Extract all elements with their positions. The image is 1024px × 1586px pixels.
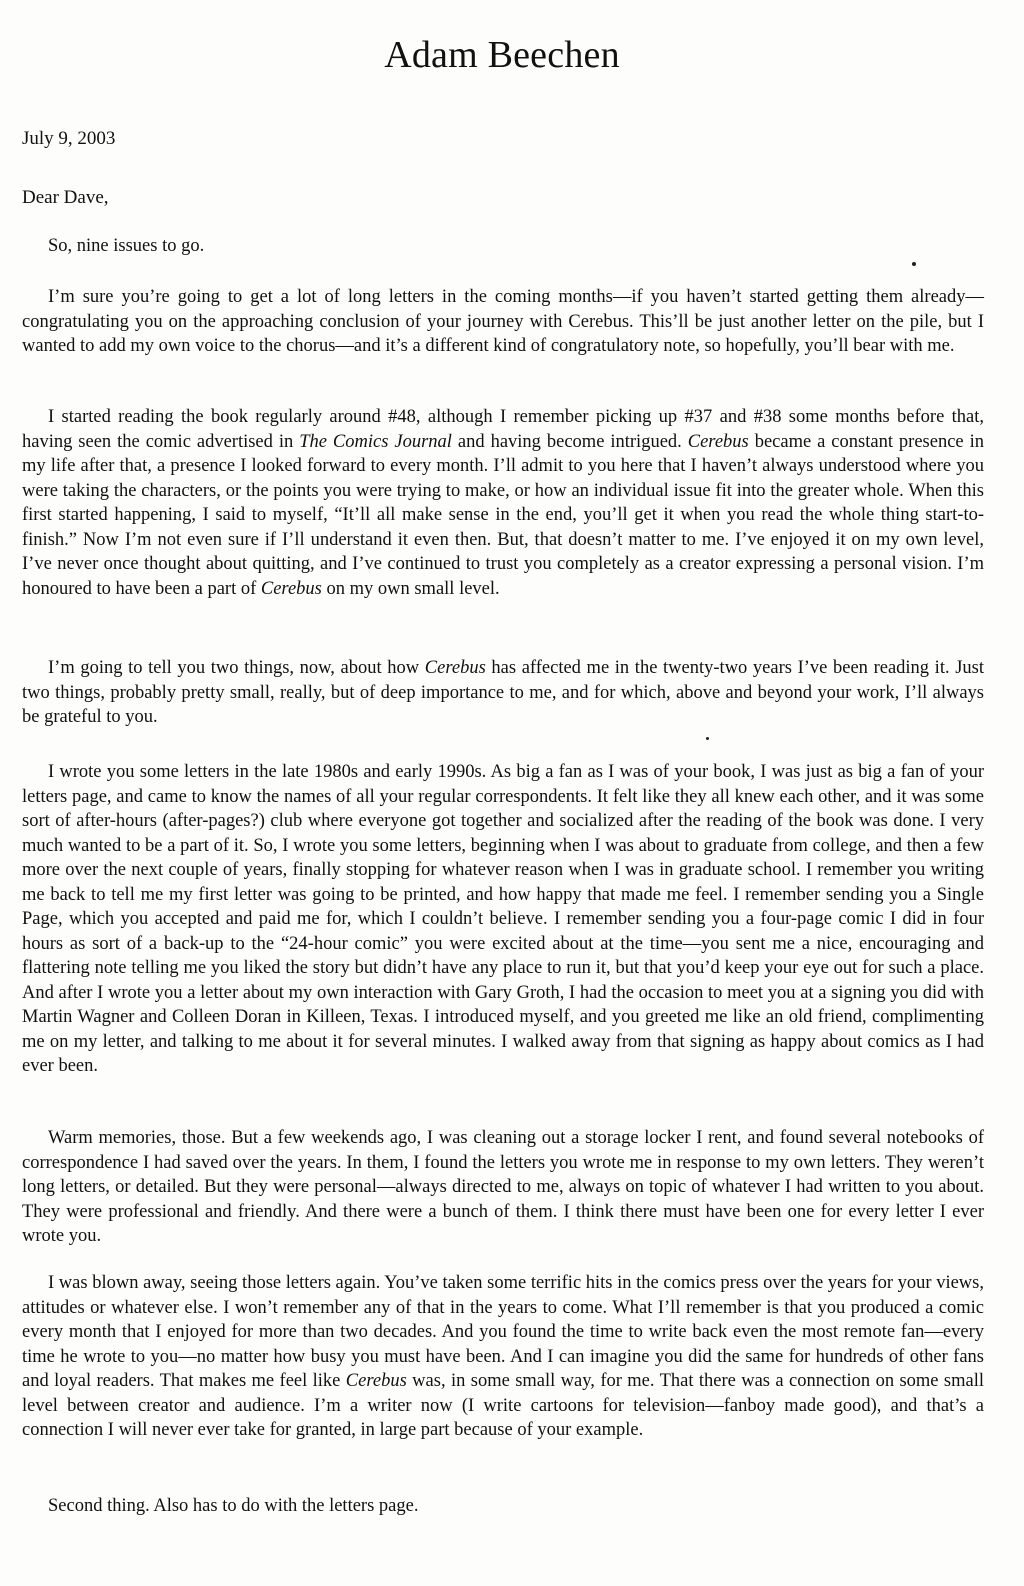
scan-speck [706,737,709,740]
paragraph-congratulations: I’m sure you’re going to get a lot of long letters in the coming months—if you haven’t started getting them already—congratulating you on the approaching conclusion of your journey with Cerebus. This’ll be just another letter on the pile, but I wanted to add my own voice to the chorus—and it’s a different kind of congratulatory note, so hopefully, you’ll bear with me. [22,287,984,356]
letter-author-heading: Adam Beechen [384,34,620,76]
paragraph-opening: So, nine issues to go. [48,236,205,256]
cerebus-title: Cerebus [260,578,322,599]
paragraph-storage-locker: Warm memories, those. But a few weekends ago, I was cleaning out a storage locker I rent, and found several notebooks of correspondence I had saved over the years. In them, I found the letters you wrote me in response to my own letters. They weren’t long letters, or detailed. But they were personal—always directed to me, always on topic of whatever I had written to you about. They were professional and friendly. And there were a bunch of them. I think there must have been one for every letter I ever wrote you. [22,1128,984,1246]
paragraph-blown-away: I was blown away, seeing those letters again. You’ve taken some terrific hits in the comics press over the years for your views, attitudes or whatever else. I won’t remember any of that in the years to come. What I’ll remember is that you produced a comic every month that I enjoyed for more than two decades. And you found the time to write back even the most remote fan—every time he wrote to you—no matter how busy you must have been. And I can imagine you did the same for hundreds of other fans and loyal readers. That makes me feel like Cerebus was, in some small way, for me. That there was a connection on some small level between creator and audience. I’m a writer now (I write cartoons for television—fanboy made good), and that’s a connection I will never ever take for granted, in large part because of your example. [22,1273,984,1440]
letter-date: July 9, 2003 [22,128,116,149]
scan-speck [912,262,916,266]
cerebus-title: Cerebus [687,431,749,452]
paragraph-reading-history: I started reading the book regularly around #48, although I remember picking up #37 and #38 some months before that, having seen the comic advertised in The Comics Journal and having become intrigued. Cerebus became a constant presence in my life after that, a presence I looked forward to every month. I’ll admit to you here that I haven’t always understood where you were taking the characters, or the points you were trying to make, or how an individual issue fit into the greater whole. When this first started happening, I said to myself, “It’ll all make sense in the end, you’ll get it when you read the whole thing start-to-finish.” Now I’m not even sure if I’ll understand it even then. But, that doesn’t matter to me. I’ve enjoyed it on my own level, I’ve never once thought about quitting, and I’ve continued to trust you completely as a creator expressing a personal vision. I’m honoured to have been a part of Cerebus on my own small level. [22,407,984,599]
paragraph-second-thing: Second thing. Also has to do with the letters page. [48,1496,419,1516]
cerebus-title: Cerebus [345,1371,407,1391]
cerebus-title: Cerebus [424,658,486,678]
comics-journal-title: The Comics Journal [299,431,452,452]
paragraph-letters-memories: I wrote you some letters in the late 1980s and early 1990s. As big a fan as I was of your book, I was just as big a fan of your letters page, and came to know the names of all your regular correspondents. It felt like they all knew each other, and it was some sort of after-hours (after-pages?) club where everyone got together and socialized after the reading of the book was done. I very much wanted to be a part of it. So, I wrote you some letters, beginning when I was about to graduate from college, and then a few more over the next couple of years, finally stopping for whatever reason when I was in graduate school. I remember you writing me back to tell me my first letter was going to be printed, and how happy that made me feel. I remember sending you a Single Page, which you accepted and paid me for, which I couldn’t believe. I remember sending you a four-page comic I did in four hours as sort of a back-up to the “24-hour comic” you were excited about at the time—you sent me a nice, encouraging and flattering note telling me you liked the story but didn’t have any place to run it, but that you’d keep your eye out for such a place. And after I wrote you a letter about my own interaction with Gary Groth, I had the occasion to meet you at a signing you did with Martin Wagner and Colleen Doran in Killeen, Texas. I introduced myself, and you greeted me like an old friend, complimenting me on my letter, and talking to me about it for several minutes. I walked away from that signing as happy about comics as I had ever been. [22,762,984,1076]
paragraph-two-things: I’m going to tell you two things, now, about how Cerebus has affected me in the twenty-two years I’ve been reading it. Just two things, probably pretty small, really, but of deep importance to me, and for which, above and beyond your work, I’ll always be grateful to you. [22,658,984,727]
letter-salutation: Dear Dave, [22,187,109,208]
